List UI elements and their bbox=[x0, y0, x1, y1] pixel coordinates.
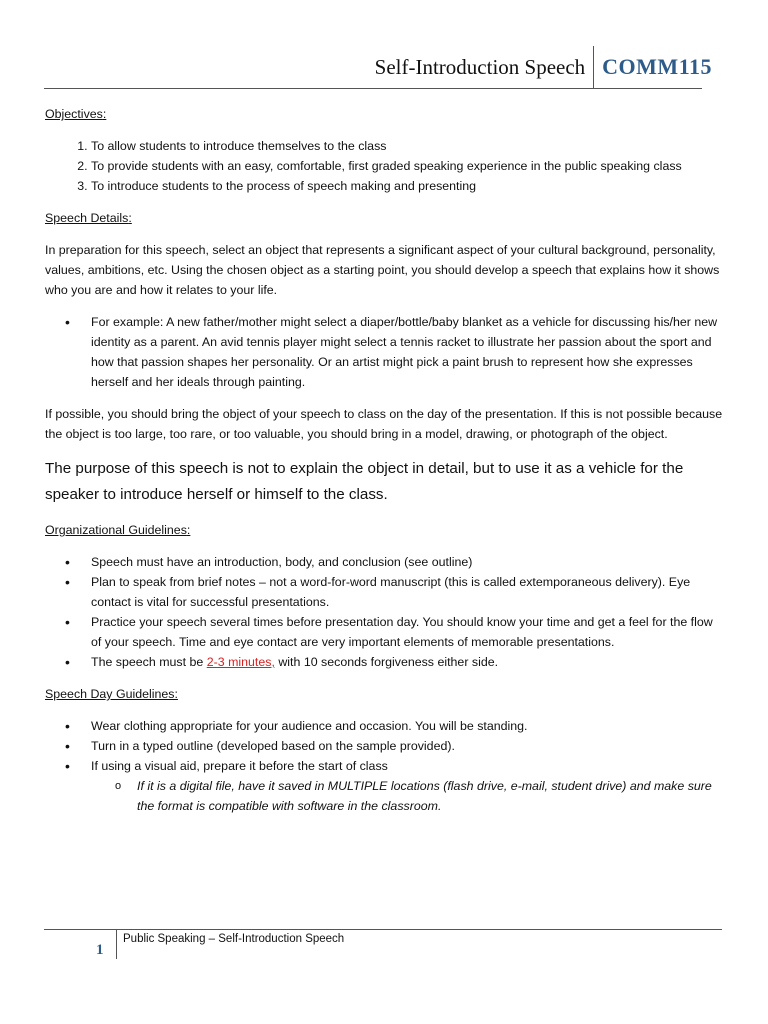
speech-details-heading-text: Speech Details bbox=[45, 211, 129, 225]
time-limit-suffix: with 10 seconds forgiveness either side. bbox=[274, 655, 499, 669]
footer-divider bbox=[116, 929, 117, 959]
time-limit-highlight: 2-3 minutes, bbox=[206, 655, 275, 669]
list-item: • Turn in a typed outline (developed based on the sample provided). bbox=[91, 736, 725, 756]
list-item: 1. To allow students to introduce themselves to the class bbox=[91, 136, 725, 156]
page-header bbox=[375, 44, 712, 90]
list-item: • Wear clothing appropriate for your audience and occasion. You will be standing. bbox=[91, 716, 725, 736]
speech-day-heading-colon: : bbox=[174, 687, 178, 701]
organizational-heading bbox=[45, 520, 725, 540]
list-item: • Plan to speak from brief notes – not a word-for-word manuscript (this is called extemporaneous delivery). Eye contact is vital for successful presentations. bbox=[91, 572, 725, 612]
speech-day-heading-text: Speech Day Guidelines bbox=[45, 687, 175, 701]
list-item: • Speech must have an introduction, body, and conclusion (see outline) bbox=[91, 552, 725, 572]
speech-day-list bbox=[45, 716, 725, 816]
bring-object-paragraph: If possible, you should bring the object of your speech to class on the day of the presentation. If this is not possible because the object is too large, too rare, or too valuable, you should bring in a model, drawing, or photograph of the object. bbox=[45, 407, 723, 441]
speech-details-heading bbox=[45, 208, 725, 228]
page-number: 1 bbox=[96, 942, 104, 958]
organizational-heading-colon: : bbox=[186, 523, 191, 537]
speech-day-heading bbox=[45, 684, 725, 704]
list-item: • For example: A new father/mother might select a diaper/bottle/baby blanket as a vehicle for discussing his/her new identity as a parent. An avid tennis player might select a tennis racket to illustrate her passion about the sport and how that passion shapes her personality. Or an artist might pick a paint brush to represent how she expresses herself and her ideals through painting. bbox=[91, 312, 725, 392]
list-item: 3. To introduce students to the process of speech making and presenting bbox=[91, 176, 725, 196]
objectives-list bbox=[45, 136, 725, 196]
speech-details-heading-colon: : bbox=[128, 211, 132, 225]
document-body bbox=[45, 104, 725, 828]
list-item: • Practice your speech several times before presentation day. You should know your time and get a feel for the flow of your speech. Time and eye contact are very important elements of memorable presentations. bbox=[91, 612, 725, 652]
objectives-heading-colon: : bbox=[102, 107, 107, 121]
header-rule bbox=[44, 88, 702, 89]
footer-text: Public Speaking – Self-Introduction Speech bbox=[123, 933, 345, 945]
header-title: Self-Introduction Speech bbox=[374, 54, 586, 79]
objectives-heading-text: Objectives bbox=[45, 107, 103, 121]
list-item: 2. To provide students with an easy, comfortable, first graded speaking experience in the public speaking class bbox=[91, 156, 725, 176]
time-limit-prefix: The speech must be bbox=[91, 655, 207, 669]
sub-list-item: o If it is a digital file, have it saved in MULTIPLE locations (flash drive, e-mail, student drive) and make sure the format is compatible with software in the classroom. bbox=[137, 776, 725, 816]
organizational-list bbox=[45, 552, 725, 672]
example-list bbox=[45, 312, 725, 392]
purpose-statement: The purpose of this speech is not to explain the object in detail, but to use it as a vehicle for the speaker to introduce herself or himself to the class. bbox=[45, 460, 684, 503]
visual-aid-text: If using a visual aid, prepare it before the start of class bbox=[91, 759, 388, 773]
organizational-heading-text: Organizational Guidelines bbox=[45, 523, 187, 537]
list-item bbox=[91, 652, 725, 672]
objectives-heading bbox=[45, 104, 725, 124]
visual-aid-sublist bbox=[91, 776, 725, 816]
speech-details-paragraph: In preparation for this speech, select an object that represents a significant aspect of your cultural background, personality, values, ambitions, etc. Using the chosen object as a starting point, you should develop a speech that explains how it shows who you are and how it relates to your life. bbox=[45, 243, 720, 297]
footer-rule bbox=[44, 929, 722, 930]
course-code: COMM115 bbox=[602, 54, 712, 79]
list-item bbox=[91, 756, 725, 816]
